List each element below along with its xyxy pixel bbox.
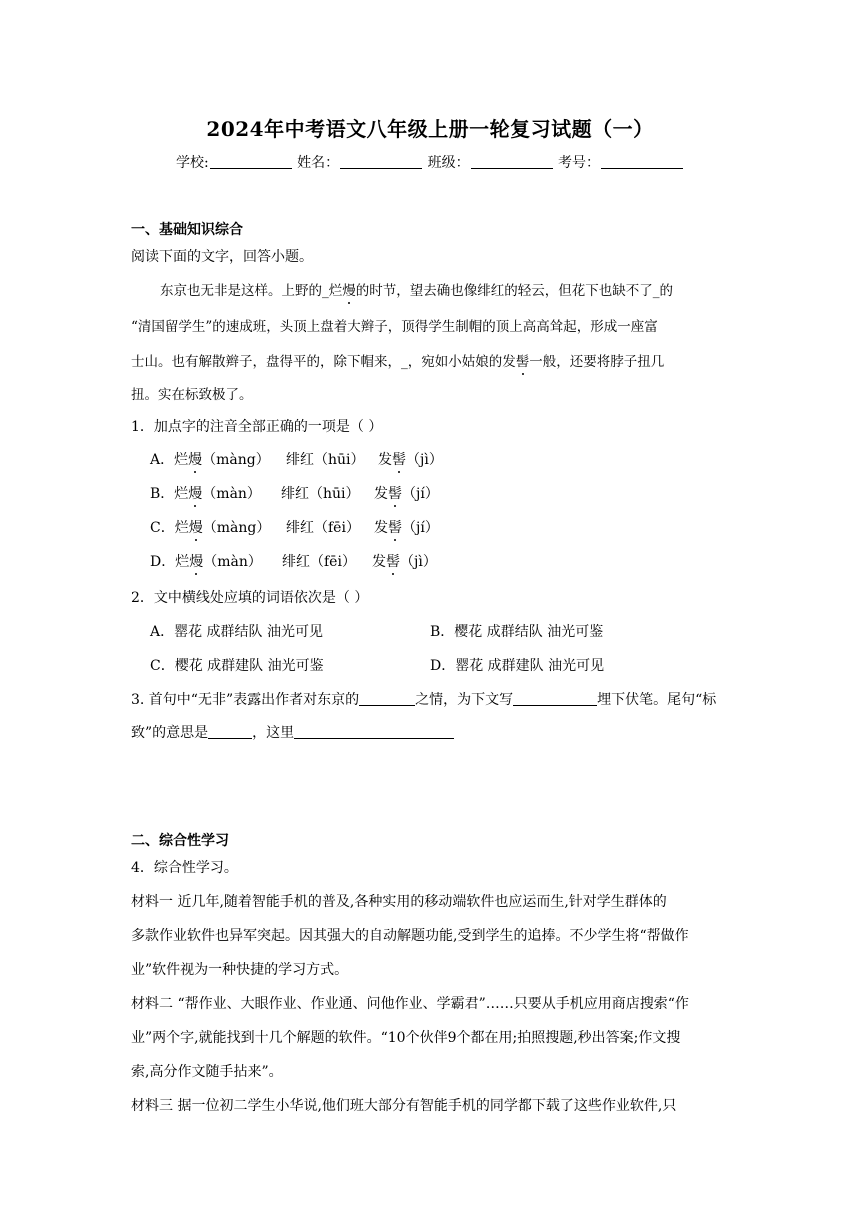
option-text: A．烂 (150, 452, 189, 468)
material-line: 业”两个字,就能找到十几个解题的软件。“10个伙伴9个都在用;拍照搜题,秒出答案;作文搜 (131, 1030, 681, 1046)
q3-text: ，这里 (252, 725, 295, 741)
q2-option-a[interactable]: A．罂花 成群结队 油光可见 (150, 624, 324, 640)
pinyin: （jí） (402, 486, 439, 502)
dotted-char: 髻 (515, 354, 530, 370)
passage-line-3 (131, 350, 664, 370)
option-text: D．烂 (150, 554, 190, 570)
answer-blank[interactable] (359, 691, 415, 706)
class-blank[interactable] (471, 154, 553, 169)
q1-stem: 1．加点字的注音全部正确的一项是（ ） (131, 419, 383, 435)
option-text: C．烂 (150, 520, 189, 536)
material-line: 索,高分作文随手拈来”。 (131, 1064, 283, 1080)
q3-line-2 (131, 722, 454, 742)
page-title: 2024年中考语文八年级上册一轮复习试题（一） (206, 117, 654, 141)
q2-stem: 2．文中横线处应填的词语依次是（ ） (131, 590, 369, 606)
material-line: 材料一 近几年,随着智能手机的普及,各种实用的移动端软件也应运而生,针对学生群体的 (131, 894, 667, 910)
q3-text: 埋下伏笔。尾句“标 (597, 692, 717, 708)
material-line: 材料三 据一位初二学生小华说,他们班大部分有智能手机的同学都下载了这些作业软件,只 (131, 1098, 677, 1114)
exam-no-label: 考号： (558, 155, 601, 171)
q1-option-b-3 (374, 483, 439, 503)
dotted-char: 熳 (188, 486, 203, 502)
pinyin: （màn） (203, 554, 262, 570)
exam-no-blank[interactable] (601, 154, 683, 169)
dotted-char: 髻 (386, 554, 400, 570)
q3-text: 3. 首句中“无非”表露出作者对东京的 (131, 692, 360, 708)
q1-option-a[interactable] (150, 449, 270, 469)
passage-text: 一般，还要将脖子扭几 (529, 354, 665, 370)
school-blank[interactable] (210, 154, 292, 169)
section1-heading: 一、基础知识综合 (131, 222, 243, 238)
dotted-char: 髻 (392, 452, 406, 468)
passage-line-4: 扭。实在标致极了。 (131, 387, 253, 403)
pinyin: （màn） (202, 486, 261, 502)
option-text: 发 (372, 554, 386, 570)
q1-option-c[interactable] (150, 517, 270, 537)
q3-text: 之情，为下文写 (415, 692, 514, 708)
q1-option-a-3 (378, 449, 443, 469)
passage-line-1 (160, 279, 673, 299)
option-text: 发 (378, 452, 392, 468)
answer-blank[interactable] (513, 691, 597, 706)
q1-option-c-3 (374, 517, 439, 537)
q2-option-d[interactable]: D．罂花 成群建队 油光可见 (430, 658, 605, 674)
name-blank[interactable] (340, 154, 422, 169)
q2-option-b[interactable]: B．樱花 成群结队 油光可鉴 (430, 624, 604, 640)
class-label: 班级： (427, 155, 470, 171)
passage-text: 士山。也有解散辫子，盘得平的，除下帽来，_，宛如小姑娘的发 (131, 354, 516, 370)
q1-option-d-3 (372, 551, 437, 571)
q1-option-b-2: 绯红（hūi） (281, 486, 360, 502)
q1-option-a-2: 绯红（hūi） (286, 452, 365, 468)
passage-line-2: “清国留学生”的速成班，头顶上盘着大辫子，顶得学生制帽的顶上高高耸起，形成一座富 (131, 319, 658, 335)
answer-blank[interactable] (208, 724, 252, 739)
q3-text: 致”的意思是 (131, 725, 209, 741)
answer-blank[interactable] (294, 724, 454, 739)
pinyin: （màng） (202, 452, 270, 468)
material-line: 多款作业软件也异军突起。因其强大的自动解题功能,受到学生的追捧。不少学生将“帮做作 (131, 928, 689, 944)
q3-line-1 (131, 689, 716, 709)
q1-option-d-2: 绯红（fēi） (282, 554, 356, 570)
q4-stem: 4．综合性学习。 (131, 860, 238, 876)
pinyin: （jì） (406, 452, 443, 468)
passage-text: 的时节，望去确也像绯红的轻云，但花下也缺不了_的 (355, 283, 673, 299)
dotted-char: 熳 (342, 283, 356, 299)
material-line: 业”软件视为一种快捷的学习方式。 (131, 962, 349, 978)
section1-instruction: 阅读下面的文字，回答小题。 (131, 249, 313, 265)
pinyin: （màng） (202, 520, 271, 536)
option-text: B．烂 (150, 486, 189, 502)
q1-option-b[interactable] (150, 483, 261, 503)
school-label: 学校: (175, 155, 209, 171)
option-text: 发 (374, 520, 388, 536)
pinyin: （jì） (400, 554, 437, 570)
dotted-char: 髻 (388, 520, 402, 536)
q1-option-c-2: 绯红（fēi） (286, 520, 360, 536)
q2-option-c[interactable]: C．樱花 成群建队 油光可鉴 (150, 658, 324, 674)
option-text: 发 (374, 486, 388, 502)
pinyin: （jí） (402, 520, 439, 536)
dotted-char: 熳 (188, 520, 203, 536)
dotted-char: 熳 (188, 452, 203, 468)
dotted-char: 熳 (189, 554, 204, 570)
name-label: 姓名： (297, 155, 340, 171)
student-info-row (0, 152, 860, 172)
material-line: 材料二 “帮作业、大眼作业、作业通、问他作业、学霸君”……只要从手机应用商店搜索“作 (131, 996, 689, 1012)
dotted-char: 髻 (388, 486, 402, 502)
section2-heading: 二、综合性学习 (131, 833, 229, 849)
passage-text: 东京也无非是这样。上野的_烂 (160, 283, 343, 299)
q1-option-d[interactable] (150, 551, 262, 571)
